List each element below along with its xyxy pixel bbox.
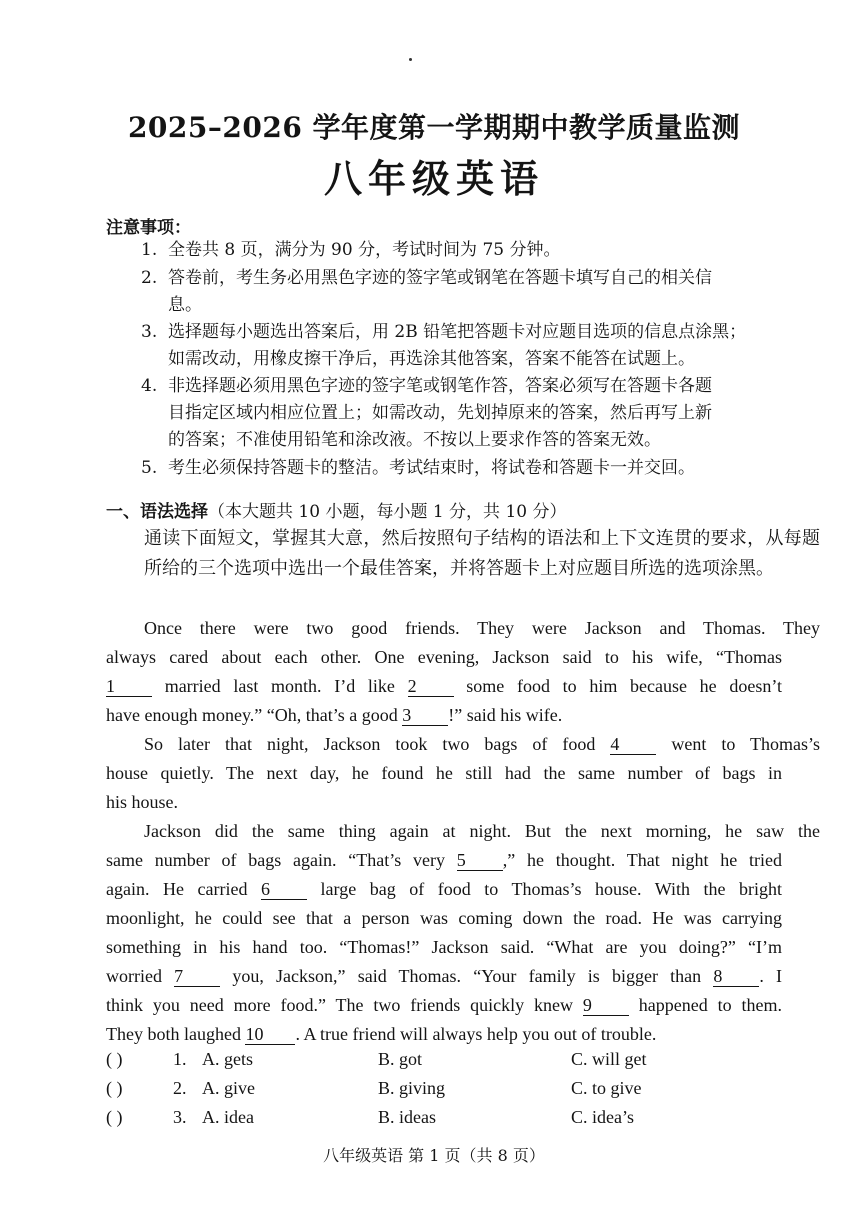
note-text: 答卷前，考生务必用黑色字迹的签字笔或钢笔在答题卡填写自己的相关信 xyxy=(168,268,712,288)
passage-text: . I xyxy=(759,966,782,986)
answer-paren[interactable]: ( ) xyxy=(106,1107,123,1127)
blank-10: 10 xyxy=(245,1024,295,1045)
passage-text: happened to them. xyxy=(638,995,783,1015)
option-c: C. to give xyxy=(571,1078,642,1098)
passage-line xyxy=(106,991,782,1020)
scan-dot xyxy=(409,58,412,61)
note-number: 5. xyxy=(141,458,158,478)
question-row xyxy=(106,1107,786,1136)
passage-text: So later that night, Jackson took two bags of food xyxy=(144,734,596,754)
passage-text: . A true friend will always help you out of trouble. xyxy=(295,1024,657,1044)
section-heading xyxy=(106,497,567,522)
passage-line: house quietly. The next day, he found he still had the same number of bags in xyxy=(106,763,782,783)
page-footer: 八年级英语 第 1 页（共 8 页） xyxy=(323,1146,545,1165)
blank-6: 6 xyxy=(261,879,307,900)
passage-text: went to Thomas’s xyxy=(671,734,821,754)
note-item xyxy=(141,455,791,482)
passage-text: married last month. I’d like xyxy=(164,676,395,696)
passage-text: again. He carried xyxy=(106,879,248,899)
passage-text: ,” he thought. That night he tried xyxy=(502,850,783,870)
note-item xyxy=(141,373,791,454)
blank-7: 7 xyxy=(174,966,220,987)
passage-line: Jackson did the same thing again at night. But the next morning, he saw the xyxy=(144,821,820,841)
option-a: A. idea xyxy=(202,1107,254,1127)
answer-paren[interactable]: ( ) xyxy=(106,1049,123,1069)
notes-heading: 注意事项： xyxy=(106,218,191,238)
passage-line xyxy=(106,875,782,904)
blank-8: 8 xyxy=(713,966,759,987)
exam-subtitle: 八年级英语 xyxy=(323,156,544,201)
option-b: B. got xyxy=(378,1049,423,1069)
note-text-cont: 目指定区域内相应位置上；如需改动，先划掉原来的答案，然后再写上新 xyxy=(168,403,712,423)
passage-line: something in his hand too. “Thomas!” Jackson said. “What are you doing?” “I’m xyxy=(106,937,782,957)
section-title: 一、语法选择 xyxy=(106,502,208,522)
passage-line: always cared about each other. One evening, Jackson said to his wife, “Thomas xyxy=(106,647,782,667)
question-number: 2. xyxy=(173,1078,187,1098)
note-number: 3. xyxy=(141,322,158,342)
option-c: C. idea’s xyxy=(571,1107,634,1127)
note-text-cont: 的答案；不准使用铅笔和涂改液。不按以上要求作答的答案无效。 xyxy=(168,430,661,450)
passage-text: !” said his wife. xyxy=(448,705,563,725)
passage-line xyxy=(106,1020,782,1049)
passage-text: you, Jackson,” said Thomas. “Your family is bigger than xyxy=(232,966,702,986)
note-item xyxy=(141,237,791,264)
blank-1: 1 xyxy=(106,676,152,697)
note-number: 2. xyxy=(141,268,158,288)
question-number: 3. xyxy=(173,1107,187,1127)
option-b: B. ideas xyxy=(378,1107,436,1127)
blank-4: 4 xyxy=(610,734,656,755)
note-text-cont: 息。 xyxy=(168,295,202,315)
passage-line: moonlight, he could see that a person was coming down the road. He was carrying xyxy=(106,908,782,928)
passage-line xyxy=(106,672,782,701)
passage-line xyxy=(106,846,782,875)
note-text: 选择题每小题选出答案后，用 2B 铅笔把答题卡对应题目选项的信息点涂黑； xyxy=(168,322,747,342)
note-item xyxy=(141,265,791,319)
passage-text: large bag of food to Thomas’s house. With the bright xyxy=(320,879,782,899)
passage-line xyxy=(106,962,782,991)
section-instructions: 通读下面短文，掌握其大意，然后按照句子结构的语法和上下文连贯的要求，从每题所给的三个选项中选出一个最佳答案，并将答题卡上对应题目所选的选项涂黑。 xyxy=(144,528,820,579)
note-text: 非选择题必须用黑色字迹的签字笔或钢笔作答，答案必须写在答题卡各题 xyxy=(168,376,712,396)
question-row xyxy=(106,1049,786,1078)
passage-line: his house. xyxy=(106,792,178,812)
option-b: B. giving xyxy=(378,1078,446,1098)
blank-2: 2 xyxy=(408,676,454,697)
option-c: C. will get xyxy=(571,1049,647,1069)
note-text: 考生必须保持答题卡的整洁。考试结束时，将试卷和答题卡一并交回。 xyxy=(168,458,695,478)
blank-9: 9 xyxy=(583,995,629,1016)
section-info: （本大题共 10 小题，每小题 1 分，共 10 分） xyxy=(208,502,567,522)
question-number: 1. xyxy=(173,1049,187,1069)
note-text-cont: 如需改动，用橡皮擦干净后，再选涂其他答案，答案不能答在试题上。 xyxy=(168,349,695,369)
passage-text: worried xyxy=(106,966,162,986)
passage-line: Once there were two good friends. They were Jackson and Thomas. They xyxy=(144,618,820,638)
passage-line xyxy=(106,701,782,730)
note-text: 全卷共 8 页，满分为 90 分，考试时间为 75 分钟。 xyxy=(168,240,561,260)
question-row xyxy=(106,1078,786,1107)
passage-text: think you need more food.” The two friends quickly knew xyxy=(106,995,573,1015)
passage-text: same number of bags again. “That’s very xyxy=(106,850,446,870)
note-number: 1. xyxy=(141,240,158,260)
exam-title: 2025–2026 学年度第一学期期中教学质量监测 xyxy=(127,111,741,144)
note-item xyxy=(141,319,791,373)
option-a: A. give xyxy=(202,1078,255,1098)
note-number: 4. xyxy=(141,376,158,396)
option-a: A. gets xyxy=(202,1049,253,1069)
blank-5: 5 xyxy=(457,850,503,871)
passage-text: They both laughed xyxy=(106,1024,241,1044)
passage-text: some food to him because he doesn’t xyxy=(466,676,782,696)
passage-text: have enough money.” “Oh, that’s a good xyxy=(106,705,398,725)
answer-paren[interactable]: ( ) xyxy=(106,1078,123,1098)
blank-3: 3 xyxy=(402,705,448,726)
passage-line xyxy=(106,730,820,759)
